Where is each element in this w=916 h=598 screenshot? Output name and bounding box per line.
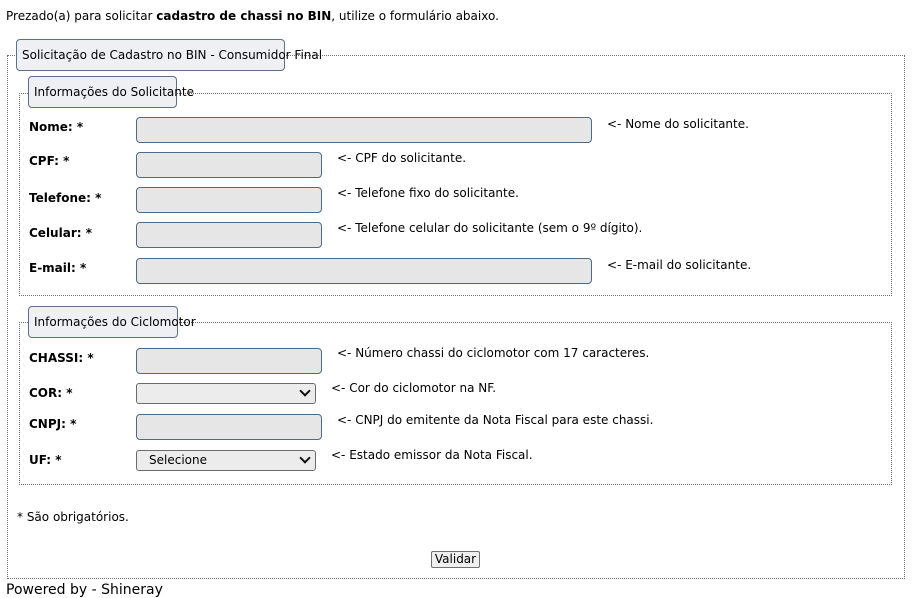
telefone-input[interactable] <box>136 187 322 213</box>
cpf-input[interactable] <box>136 152 322 178</box>
required-note: * São obrigatórios. <box>17 510 129 524</box>
cpf-hint: <- CPF do solicitante. <box>337 151 467 165</box>
form-title: Solicitação de Cadastro no BIN - Consumidor Final <box>16 39 285 71</box>
ciclomotor-legend: Informações do Ciclomotor <box>28 306 178 338</box>
celular-input[interactable] <box>136 222 322 248</box>
telefone-hint: <- Telefone fixo do solicitante. <box>337 186 519 200</box>
email-input[interactable] <box>136 258 592 284</box>
celular-label: Celular: * <box>29 226 92 240</box>
intro-bold: cadastro de chassi no BIN <box>156 9 332 23</box>
intro-text <box>6 9 499 23</box>
solicitante-legend: Informações do Solicitante <box>28 76 177 108</box>
cpf-label: CPF: * <box>29 154 70 168</box>
nome-input[interactable] <box>136 117 592 143</box>
uf-selected-value: Selecione <box>149 453 207 467</box>
cor-label: COR: * <box>29 386 73 400</box>
email-hint: <- E-mail do solicitante. <box>607 258 752 272</box>
chassi-input[interactable] <box>136 348 322 374</box>
chassi-label: CHASSI: * <box>29 351 94 365</box>
cnpj-hint: <- CNPJ do emitente da Nota Fiscal para este chassi. <box>337 413 654 427</box>
cor-hint: <- Cor do ciclomotor na NF. <box>331 381 497 395</box>
cnpj-input[interactable] <box>136 414 322 440</box>
chassi-hint: <- Número chassi do ciclomotor com 17 caracteres. <box>337 346 650 360</box>
chevron-down-icon <box>299 385 310 396</box>
intro-suffix: , utilize o formulário abaixo. <box>331 9 499 23</box>
footer-powered-by: Powered by - Shineray <box>6 582 163 598</box>
telefone-label: Telefone: * <box>29 191 102 205</box>
celular-hint: <- Telefone celular do solicitante (sem o 9º dígito). <box>337 221 643 235</box>
nome-label: Nome: * <box>29 120 84 134</box>
cnpj-label: CNPJ: * <box>29 417 77 431</box>
email-label: E-mail: * <box>29 261 87 275</box>
cor-select[interactable] <box>136 383 316 404</box>
uf-select[interactable] <box>136 450 316 471</box>
uf-label: UF: * <box>29 453 62 467</box>
nome-hint: <- Nome do solicitante. <box>607 117 749 131</box>
intro-prefix: Prezado(a) para solicitar <box>6 9 157 23</box>
uf-hint: <- Estado emissor da Nota Fiscal. <box>331 448 533 462</box>
validar-button[interactable]: Validar <box>431 551 480 568</box>
chevron-down-icon <box>299 452 310 463</box>
